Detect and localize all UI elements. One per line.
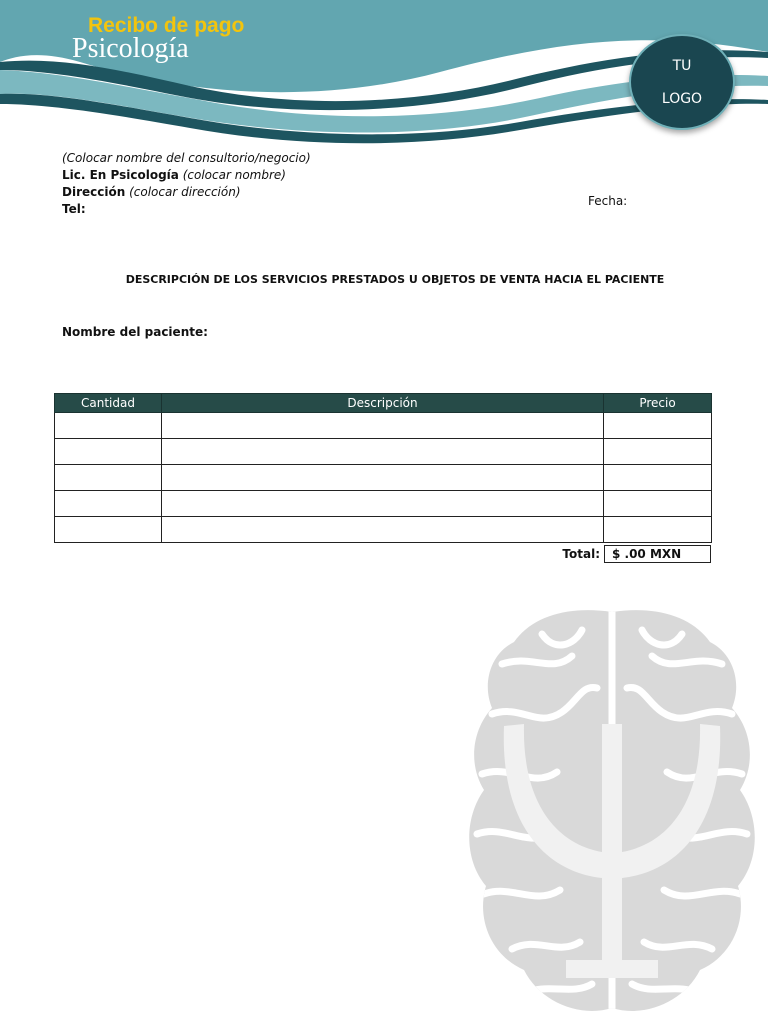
license-label: Lic. En Psicología <box>62 168 179 182</box>
table-row <box>55 465 712 491</box>
cell-price[interactable] <box>604 439 712 465</box>
patient-name-label: Nombre del paciente: <box>62 325 208 339</box>
receipt-title: Recibo de pago <box>88 14 245 37</box>
table-row <box>55 517 712 543</box>
table-row <box>55 491 712 517</box>
business-info <box>62 150 311 218</box>
cell-description[interactable] <box>162 413 604 439</box>
cell-description[interactable] <box>162 517 604 543</box>
cell-price[interactable] <box>604 491 712 517</box>
section-title: DESCRIPCIÓN DE LOS SERVICIOS PRESTADOS U OBJETOS DE VENTA HACIA EL PACIENTE <box>125 273 665 286</box>
cell-description[interactable] <box>162 491 604 517</box>
cell-price[interactable] <box>604 517 712 543</box>
header-quantity: Cantidad <box>55 394 162 413</box>
cell-quantity[interactable] <box>55 413 162 439</box>
license-line <box>62 167 311 184</box>
license-value: (colocar nombre) <box>182 168 286 182</box>
address-line <box>62 184 311 201</box>
logo-text-line1: TU <box>672 58 692 74</box>
header-price: Precio <box>604 394 712 413</box>
header-description: Descripción <box>162 394 604 413</box>
cell-description[interactable] <box>162 465 604 491</box>
brain-psi-watermark-icon <box>462 604 762 1024</box>
table-row <box>55 439 712 465</box>
cell-price[interactable] <box>604 413 712 439</box>
address-value: (colocar dirección) <box>129 185 241 199</box>
cell-quantity[interactable] <box>55 465 162 491</box>
logo-text-line2: LOGO <box>661 91 703 107</box>
cell-quantity[interactable] <box>55 439 162 465</box>
items-table <box>54 393 712 543</box>
business-name: (Colocar nombre del consultorio/negocio) <box>62 151 311 165</box>
date-label: Fecha: <box>588 194 628 208</box>
address-label: Dirección <box>62 185 126 199</box>
cell-price[interactable] <box>604 465 712 491</box>
total-value: $ .00 MXN <box>604 545 711 563</box>
receipt-subtitle: Psicología <box>72 33 189 64</box>
total-label: Total: <box>562 547 600 561</box>
cell-quantity[interactable] <box>55 517 162 543</box>
cell-quantity[interactable] <box>55 491 162 517</box>
phone-label: Tel: <box>62 202 86 216</box>
table-header-row <box>55 394 712 413</box>
table-row <box>55 413 712 439</box>
cell-description[interactable] <box>162 439 604 465</box>
logo-placeholder <box>629 34 735 130</box>
